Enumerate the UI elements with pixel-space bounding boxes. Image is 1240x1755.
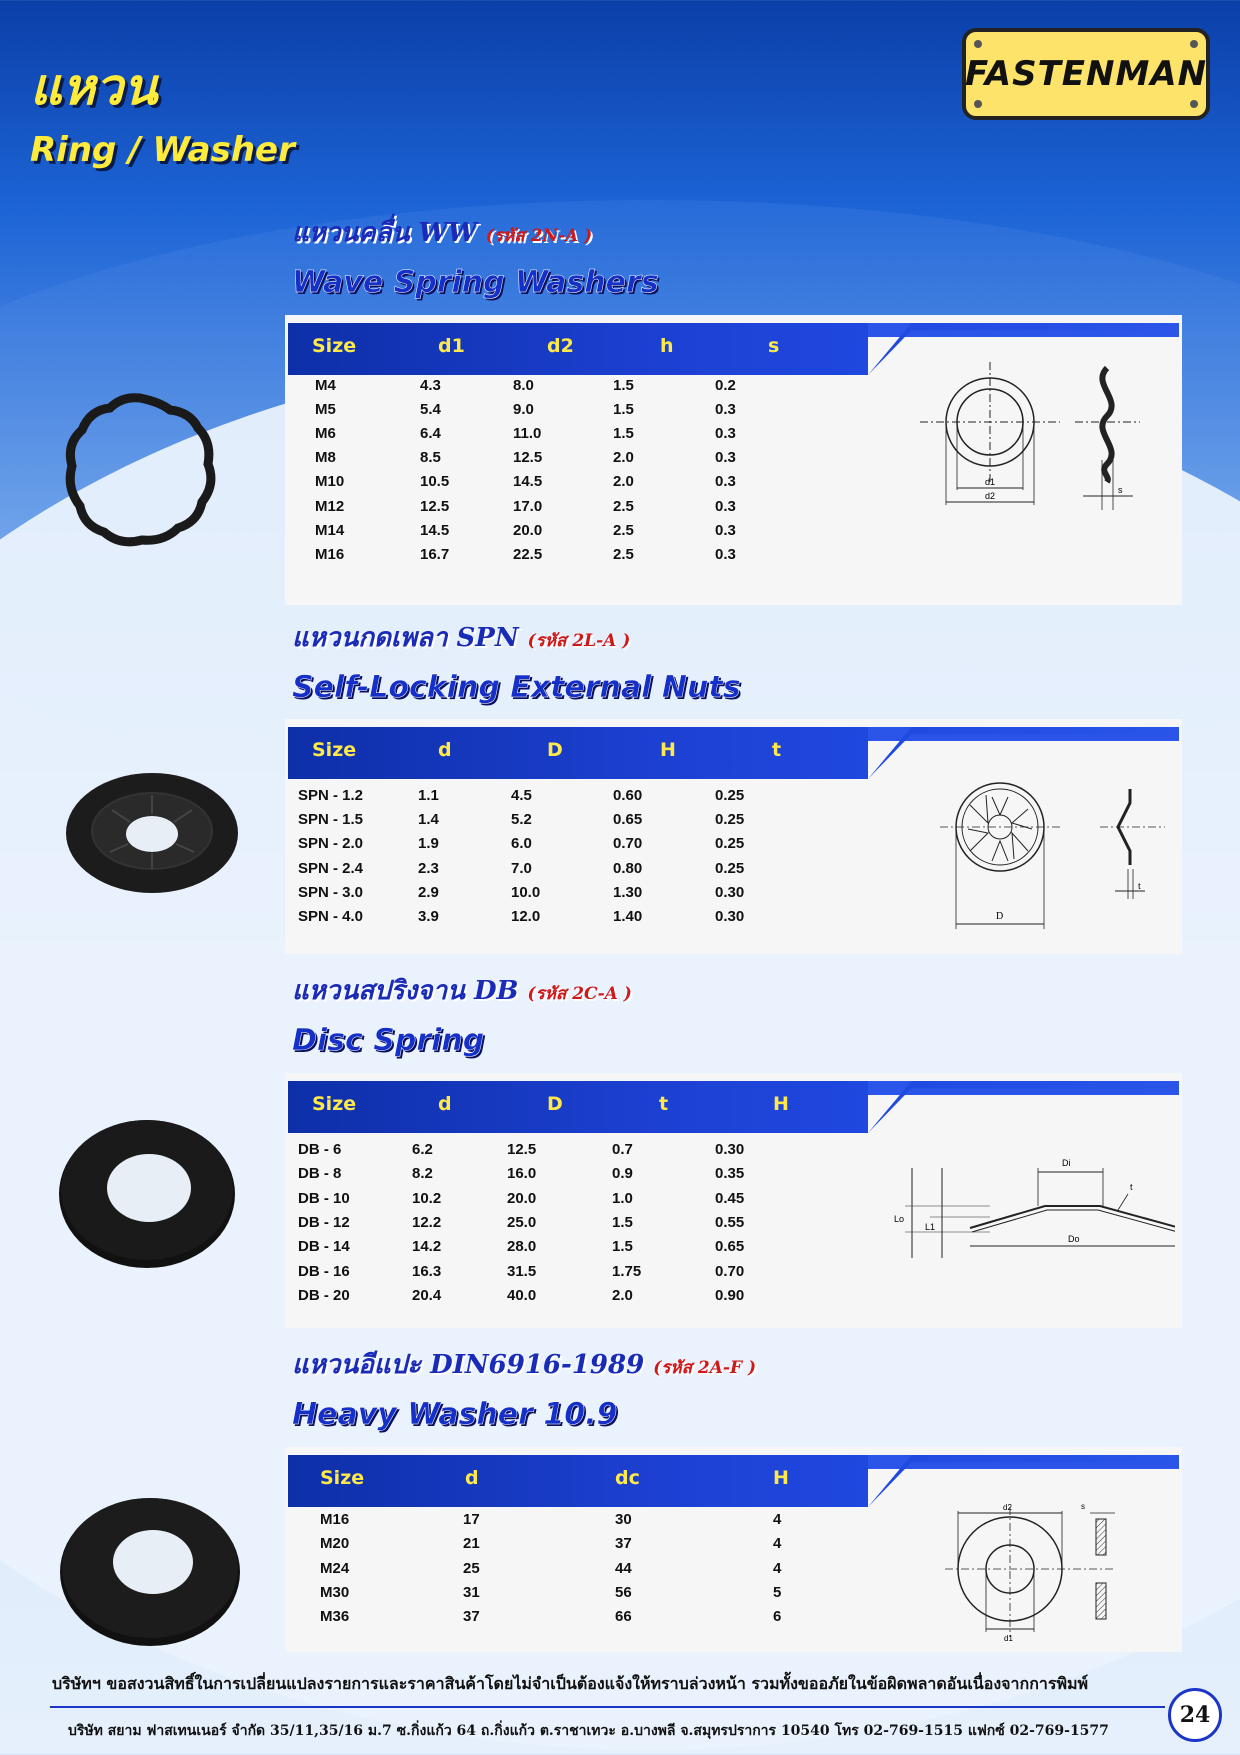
column-header: d [438,739,452,761]
section-title-thai [292,1344,756,1385]
table-cell: 6 [773,1608,782,1626]
diagram-label: t [1130,1182,1133,1192]
table-cell: 40.0 [507,1286,537,1304]
table-cell: 31 [463,1583,480,1601]
table-cell: 0.60 [613,787,643,804]
column-header: H [773,1093,789,1115]
diagram-label: L1 [925,1222,936,1232]
table-cell: 21 [463,1535,480,1553]
diagram-label: d2 [1003,1503,1012,1512]
table-cell: 6.0 [511,835,532,853]
table-cell: 14.5 [513,473,543,491]
table-cell: 0.45 [715,1189,745,1207]
column-header: dc [615,1467,640,1489]
table-cell: 31.5 [507,1262,537,1280]
table-cell: 17.0 [513,497,543,515]
column-header: d1 [438,335,465,357]
diagram-label: t [1138,881,1141,892]
column-header: D [547,1093,563,1115]
table-row [285,884,885,908]
section-title-thai-text: แหวนอีแปะ DIN6916-1989 [292,1350,645,1380]
table-cell: 0.55 [715,1213,745,1231]
table-row [285,546,885,570]
table-cell: 2.5 [613,545,634,563]
table-cell: 30 [615,1511,632,1528]
table-row [285,908,885,932]
table-cell: 1.5 [612,1213,633,1231]
table-cell: M14 [315,521,345,539]
table-cell: 1.5 [613,377,634,394]
table-cell: 0.3 [715,425,736,443]
table-cell: 20.0 [507,1189,537,1207]
table-row [285,473,885,497]
table-cell: 37 [615,1535,632,1553]
table-cell: 0.2 [715,377,736,394]
table-cell: M20 [320,1535,350,1553]
wave-washer-table [285,315,1182,605]
table-row [285,1535,885,1559]
disclaimer-text: บริษัทฯ ขอสงวนสิทธิ์ในการเปลี่ยนแปลงรายการและราคาสินค้าโดยไม่จำเป็นต้องแจ้งให้ทราบล่วงหน้า รวมทั้งขออภัยในข้อผิดพลาดอันเนื่องจากการพิมพ์ [52,1674,1089,1693]
table-row [285,425,885,449]
table-cell: DB - 16 [298,1262,350,1280]
table-row [285,1238,885,1262]
table-cell: 0.90 [715,1286,745,1304]
table-cell: 0.30 [715,908,745,925]
section-title-thai [292,212,592,253]
column-header: Size [312,335,357,357]
table-cell: DB - 14 [298,1238,350,1256]
table-cell: 0.3 [715,545,736,563]
wave-washer-photo [50,380,230,560]
column-header: H [660,739,676,761]
table-cell: 0.25 [715,859,745,877]
table-cell: DB - 6 [298,1141,342,1158]
column-header: d2 [547,335,574,357]
table-cell: 0.25 [715,787,745,804]
table-cell: 1.75 [612,1262,642,1280]
table-cell: 25 [463,1559,480,1577]
table-cell: M8 [315,449,336,467]
table-cell: 66 [615,1608,632,1626]
table-cell: 0.70 [715,1262,745,1280]
table-cell: 2.5 [613,497,634,515]
table-row [285,1584,885,1608]
table-row [285,835,885,859]
diagram-label: d1 [1004,1634,1013,1643]
table-cell: 56 [615,1583,632,1601]
table-cell: 12.5 [507,1141,537,1158]
table-cell: 0.65 [613,811,643,829]
section-title-thai-text: แหวนกดเพลา SPN [292,623,519,653]
table-cell: 6.4 [420,425,441,443]
table-cell: DB - 8 [298,1165,342,1183]
table-cell: 0.25 [715,811,745,829]
section-title-thai-text: แหวนสปริงจาน DB [292,976,519,1006]
table-row [285,860,885,884]
table-cell: SPN - 3.0 [298,883,364,901]
column-header: t [659,1093,669,1115]
section-title-english: Heavy Washer 10.9 [292,1397,618,1432]
table-cell: 2.0 [612,1286,633,1304]
table-row [285,1190,885,1214]
table-row [285,522,885,546]
diagram-label: s [1118,485,1123,495]
table-cell: M36 [320,1608,350,1626]
spn-table [285,719,1182,954]
table-cell: 22.5 [513,545,543,563]
table-cell: 0.35 [715,1165,745,1183]
disc-spring-diagram [890,1148,1175,1278]
table-cell: 0.3 [715,401,736,419]
table-cell: 0.3 [715,473,736,491]
table-cell: 12.5 [513,449,543,467]
table-cell: 11.0 [513,425,542,443]
table-cell: 6.2 [412,1141,433,1158]
table-cell: 4.5 [511,787,532,804]
table-cell: DB - 12 [298,1213,350,1231]
table-cell: 10.2 [412,1189,442,1207]
table-row [285,1287,885,1311]
table-cell: 8.5 [420,449,441,467]
column-header: h [660,335,674,357]
column-header: t [772,739,782,761]
table-cell: DB - 20 [298,1286,350,1304]
table-row [285,449,885,473]
diagram-label: s [1081,1502,1085,1511]
table-cell: M24 [320,1559,350,1577]
disc-spring-photo [55,1112,240,1272]
section-title-english: Self-Locking External Nuts [292,670,741,705]
table-cell: 1.0 [612,1189,633,1207]
table-cell: 0.30 [715,1141,745,1158]
table-cell: 10.0 [511,883,541,901]
table-cell: 2.5 [613,521,634,539]
page-number: 24 [1168,1688,1222,1742]
section-code: (รหัส 2L-A ) [527,631,631,651]
table-row [285,1214,885,1238]
table-cell: M16 [315,545,345,563]
table-cell: 17 [463,1511,480,1528]
table-cell: 16.0 [507,1165,537,1183]
heavy-washer-diagram [940,1497,1170,1647]
section-code: (รหัส 2C-A ) [527,984,632,1004]
table-row [285,377,885,401]
column-header: D [547,739,563,761]
table-row [285,1560,885,1584]
column-header: Size [320,1467,365,1489]
table-cell: 16.7 [420,545,450,563]
brand-logo-text: FASTENMAN [964,54,1208,94]
table-cell: 5.4 [420,401,441,419]
screw-icon [1190,100,1198,108]
table-cell: 4 [773,1535,782,1553]
table-cell: 14.2 [412,1238,442,1256]
table-cell: 1.40 [613,908,643,925]
table-cell: 2.0 [613,473,634,491]
table-cell: 12.5 [420,497,450,515]
table-row [285,811,885,835]
page-title-thai: แหวน [30,58,158,116]
table-cell: SPN - 1.5 [298,811,364,829]
column-header: d [438,1093,452,1115]
table-cell: SPN - 2.4 [298,859,364,877]
table-row [285,1141,885,1165]
table-row [285,1165,885,1189]
table-row [285,401,885,425]
spn-washer-photo [62,768,242,898]
table-cell: M12 [315,497,345,515]
table-cell: 1.4 [418,811,439,829]
column-header: H [773,1467,789,1489]
diagram-label: Di [1062,1158,1071,1168]
page-title-english: Ring / Washer [30,130,295,170]
table-cell: 1.1 [418,787,439,804]
table-cell: 5.2 [511,811,532,829]
table-cell: 1.30 [613,883,643,901]
table-cell: 0.9 [612,1165,633,1183]
table-cell: 37 [463,1608,480,1626]
diagram-label: D [996,911,1004,922]
table-cell: 2.9 [418,883,439,901]
table-cell: 0.3 [715,497,736,515]
table-cell: 1.5 [613,425,634,443]
table-cell: M10 [315,473,345,491]
table-cell: 20.0 [513,521,543,539]
table-cell: SPN - 2.0 [298,835,364,853]
heavy-washer-table [285,1447,1182,1652]
table-cell: M6 [315,425,336,443]
table-cell: 2.0 [613,449,634,467]
diagram-label: Do [1068,1234,1080,1244]
table-cell: 28.0 [507,1238,537,1256]
screw-icon [974,40,982,48]
table-header-band [285,719,1182,779]
column-header: Size [312,1093,357,1115]
table-cell: 1.5 [612,1238,633,1256]
section-title-english: Disc Spring [292,1023,485,1058]
table-cell: 1.5 [613,401,634,419]
table-cell: 0.7 [612,1141,633,1158]
table-row [285,787,885,811]
table-row [285,1511,885,1535]
table-cell: SPN - 4.0 [298,908,364,925]
section-title-thai [292,970,632,1011]
heavy-washer-photo [55,1490,245,1650]
section-code: (รหัส 2A-F ) [653,1358,756,1378]
table-cell: 4 [773,1559,782,1577]
table-cell: M30 [320,1583,350,1601]
section-title-english: Wave Spring Washers [292,265,659,300]
table-header-band [285,1073,1182,1133]
screw-icon [974,100,982,108]
table-cell: 9.0 [513,401,534,419]
column-header: s [768,335,780,357]
table-cell: 3.9 [418,908,439,925]
table-cell: 0.30 [715,883,745,901]
spn-diagram [930,779,1170,949]
diagram-label: d2 [985,491,996,501]
section-title-thai-text: แหวนคลื่น WW [292,218,477,248]
table-cell: 12.0 [511,908,541,925]
table-cell: 0.3 [715,521,736,539]
table-cell: 25.0 [507,1213,537,1231]
table-cell: 14.5 [420,521,450,539]
table-cell: SPN - 1.2 [298,787,364,804]
column-header: Size [312,739,357,761]
table-cell: 0.65 [715,1238,745,1256]
table-row [285,498,885,522]
table-cell: 44 [615,1559,632,1577]
table-cell: 1.9 [418,835,439,853]
table-cell: 20.4 [412,1286,442,1304]
brand-logo [962,28,1210,120]
table-cell: 0.80 [613,859,643,877]
table-cell: 0.70 [613,835,643,853]
table-cell: 12.2 [412,1213,442,1231]
table-cell: 0.3 [715,449,736,467]
table-cell: M4 [315,377,336,394]
table-row [285,1263,885,1287]
table-cell: 0.25 [715,835,745,853]
table-cell: 10.5 [420,473,450,491]
disc-spring-table [285,1073,1182,1328]
wave-washer-diagram [915,360,1155,510]
table-cell: 5 [773,1583,782,1601]
diagram-label: Lo [894,1214,905,1224]
diagram-label: d1 [985,477,996,487]
table-cell: 8.2 [412,1165,433,1183]
table-cell: 4 [773,1511,782,1528]
screw-icon [1190,40,1198,48]
table-cell: 8.0 [513,377,534,394]
table-cell: 7.0 [511,859,532,877]
table-cell: 2.3 [418,859,439,877]
footer-divider [50,1706,1165,1708]
table-cell: DB - 10 [298,1189,350,1207]
column-header: d [465,1467,479,1489]
table-cell: M5 [315,401,336,419]
table-cell: 16.3 [412,1262,442,1280]
table-cell: M16 [320,1511,350,1528]
section-code: (รหัส 2N-A ) [485,226,593,246]
table-row [285,1608,885,1632]
section-title-thai [292,617,630,658]
company-address: บริษัท สยาม ฟาสเทนเนอร์ จำกัด 35/11,35/16 ม.7 ซ.กิ่งแก้ว 64 ถ.กิ่งแก้ว ต.ราชาเทวะ อ.บางพลี จ.สมุทรปราการ 10540 โทร 02-769-1515 แฟกซ์ 02-769-1577 [68,1723,1109,1739]
table-cell: 4.3 [420,377,441,394]
